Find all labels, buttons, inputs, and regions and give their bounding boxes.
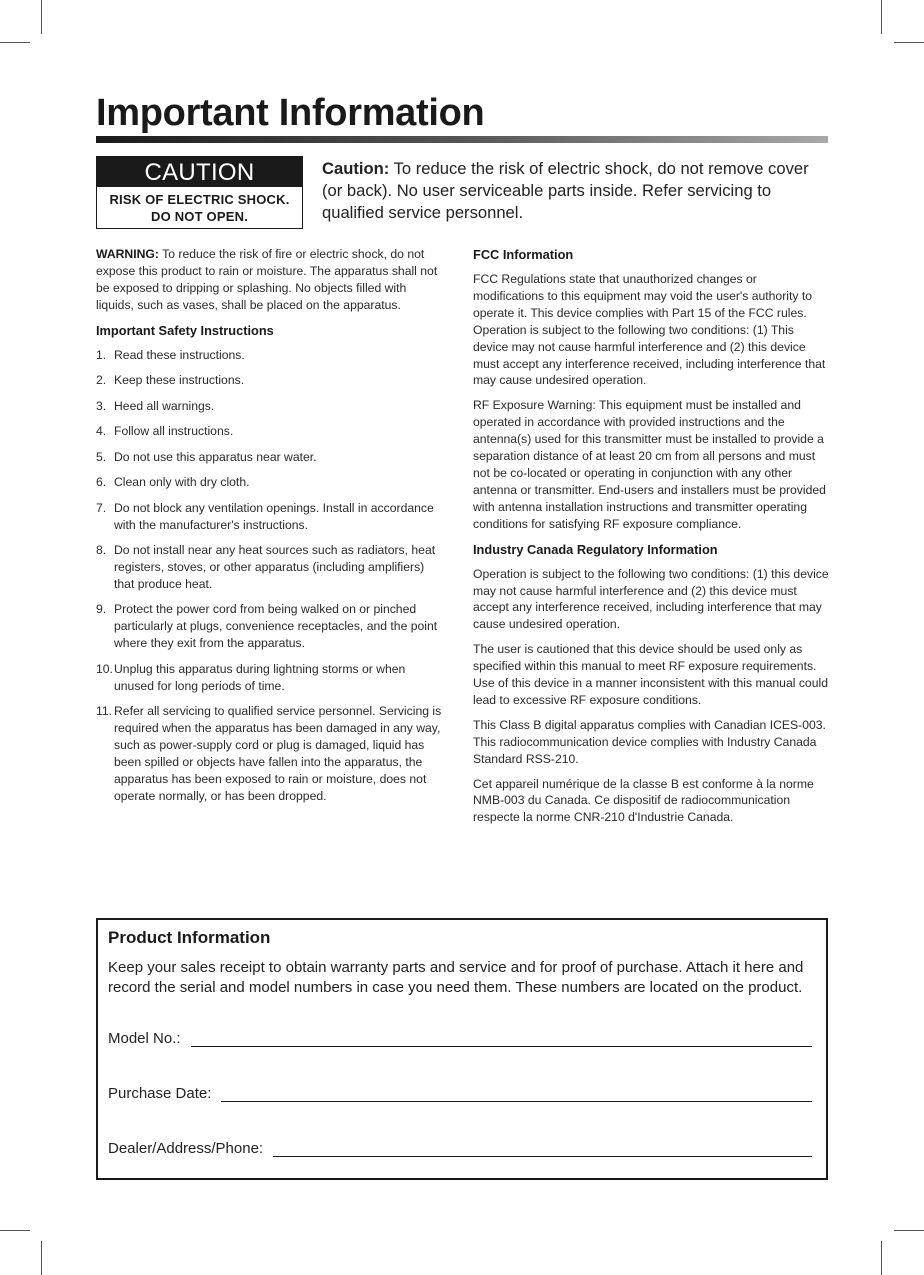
crop-mark [881, 0, 882, 34]
list-item-number: 3. [96, 398, 107, 413]
list-item-text: Refer all servicing to qualified service personnel. Servicing is required when the apparatus has been damaged in any way, such as power-supply cord or plug is damaged, liquid has been spilled or objects have fallen into the apparatus, the apparatus has been exposed to rain or moisture, does not operate normally, or has been dropped. [114, 704, 442, 803]
safety-heading: Important Safety Instructions [96, 322, 274, 338]
list-item [96, 449, 444, 466]
caution-label-line1: RISK OF ELECTRIC SHOCK. [109, 192, 290, 207]
warning-paragraph [96, 246, 444, 314]
dealer-line[interactable] [273, 1142, 812, 1157]
list-item-number: 10. [96, 661, 113, 676]
caution-lead: Caution: [322, 159, 390, 178]
model-number-line[interactable] [191, 1032, 812, 1047]
ic-heading: Industry Canada Regulatory Information [473, 541, 718, 557]
list-item [96, 398, 444, 415]
fcc-paragraph-1: FCC Regulations state that unauthorized changes or modifications to this equipment may void the user's authority to operate it. This device complies with Part 15 of the FCC rules. Operation is subject to the following two conditions: (1) This device may not cause harmful interference and (2) this device must accept any interference received, including interference that may cause undesired operation. [473, 272, 826, 388]
model-number-label: Model No.: [108, 1030, 181, 1047]
crop-mark [881, 1241, 882, 1275]
list-item [96, 601, 444, 652]
list-item-number: 6. [96, 475, 107, 490]
list-item [96, 661, 444, 695]
safety-list [96, 347, 444, 805]
caution-body: To reduce the risk of electric shock, do not remove cover (or back). No user serviceable parts inside. Refer servicing to qualified service personnel. [322, 159, 809, 222]
list-item-text: Do not block any ventilation openings. Install in accordance with the manufacturer's instructions. [114, 500, 434, 532]
crop-mark [894, 1230, 924, 1231]
list-item-text: Do not install near any heat sources such as radiators, heat registers, stoves, or other apparatus (including amplifiers) that produce heat. [114, 543, 436, 591]
list-item [96, 703, 444, 804]
fcc-paragraph-2: RF Exposure Warning: This equipment must be installed and operated in accordance with provided instructions and the antenna(s) used for this transmitter must be installed to provide a separation distance of at least 20 cm from all persons and must not be co-located or operating in conjunction with any other antenna or transmitter. End-users and installers must be provided with antenna installation instructions and transmitter operating conditions for satisfying RF exposure compliance. [473, 398, 826, 531]
purchase-date-line[interactable] [221, 1087, 812, 1102]
list-item-number: 5. [96, 449, 107, 464]
page-title: Important Information [96, 92, 485, 134]
caution-statement [322, 158, 832, 224]
crop-mark [0, 1230, 30, 1231]
product-information-box [96, 918, 828, 1180]
crop-mark [894, 42, 924, 43]
crop-mark [41, 1241, 42, 1275]
ic-paragraph-1: Operation is subject to the following two conditions: (1) this device may not cause harmful interference and (2) this device must accept any interference received, including interference that may cause undesired operation. [473, 566, 829, 632]
crop-mark [41, 0, 42, 34]
warning-text: To reduce the risk of fire or electric shock, do not expose this product to rain or moisture. The apparatus shall not be exposed to dripping or splashing. No objects filled with liquids, such as vases, shall be placed on the apparatus. [96, 247, 438, 312]
list-item-text: Unplug this apparatus during lightning storms or when unused for long periods of time. [114, 661, 406, 693]
list-item [96, 423, 444, 440]
list-item-number: 2. [96, 373, 107, 388]
purchase-date-label: Purchase Date: [108, 1085, 212, 1102]
right-column [473, 246, 829, 834]
list-item-text: Heed all warnings. [114, 398, 215, 413]
list-item [96, 500, 444, 534]
list-item-number: 11. [96, 704, 113, 719]
ic-paragraph-3: This Class B digital apparatus complies with Canadian ICES-003. This radiocommunication device complies with Industry Canada Standard RSS-210. [473, 717, 826, 766]
dealer-label: Dealer/Address/Phone: [108, 1140, 264, 1157]
list-item-text: Protect the power cord from being walked on or pinched particularly at plugs, convenience receptacles, and the point where they exit from the apparatus. [114, 602, 438, 651]
crop-mark [0, 42, 30, 43]
list-item-text: Follow all instructions. [114, 424, 234, 439]
list-item-text: Keep these instructions. [114, 373, 245, 388]
list-item-number: 4. [96, 424, 107, 439]
purchase-date-field [108, 1085, 812, 1102]
model-number-field [108, 1030, 812, 1047]
product-heading: Product Information [108, 928, 271, 947]
caution-label-line2: DO NOT OPEN. [150, 209, 249, 224]
list-item [96, 372, 444, 389]
dealer-field [108, 1140, 812, 1157]
title-rule [96, 136, 828, 143]
fcc-heading: FCC Information [473, 247, 574, 262]
list-item-number: 9. [96, 602, 107, 617]
list-item-text: Do not use this apparatus near water. [114, 449, 317, 464]
warning-lead: WARNING: [96, 247, 159, 261]
caution-label [96, 156, 303, 229]
ic-paragraph-2: The user is cautioned that this device should be used only as specified within this manual to meet RF exposure requirements. Use of this device in a manner inconsistent with this manual could lead to excessive RF exposure conditions. [473, 642, 828, 707]
list-item-number: 8. [96, 543, 107, 558]
caution-subtext [97, 187, 302, 225]
product-description: Keep your sales receipt to obtain warranty parts and service and for proof of purchase. Attach it here and record the serial and model numbers in case you need them. These numbers are located on the product. [108, 959, 804, 996]
ic-paragraph-4: Cet appareil numérique de la classe B est conforme à la norme NMB-003 du Canada. Ce dispositif de radiocommunication respecte la norme CNR-210 d'Industrie Canada. [473, 776, 814, 825]
list-item [96, 474, 444, 491]
list-item-text: Read these instructions. [114, 347, 245, 362]
left-column [96, 246, 444, 813]
list-item [96, 347, 444, 364]
list-item-number: 1. [96, 347, 107, 362]
caution-heading: CAUTION [97, 157, 302, 187]
list-item-text: Clean only with dry cloth. [114, 475, 250, 490]
list-item [96, 542, 444, 593]
list-item-number: 7. [96, 500, 107, 515]
